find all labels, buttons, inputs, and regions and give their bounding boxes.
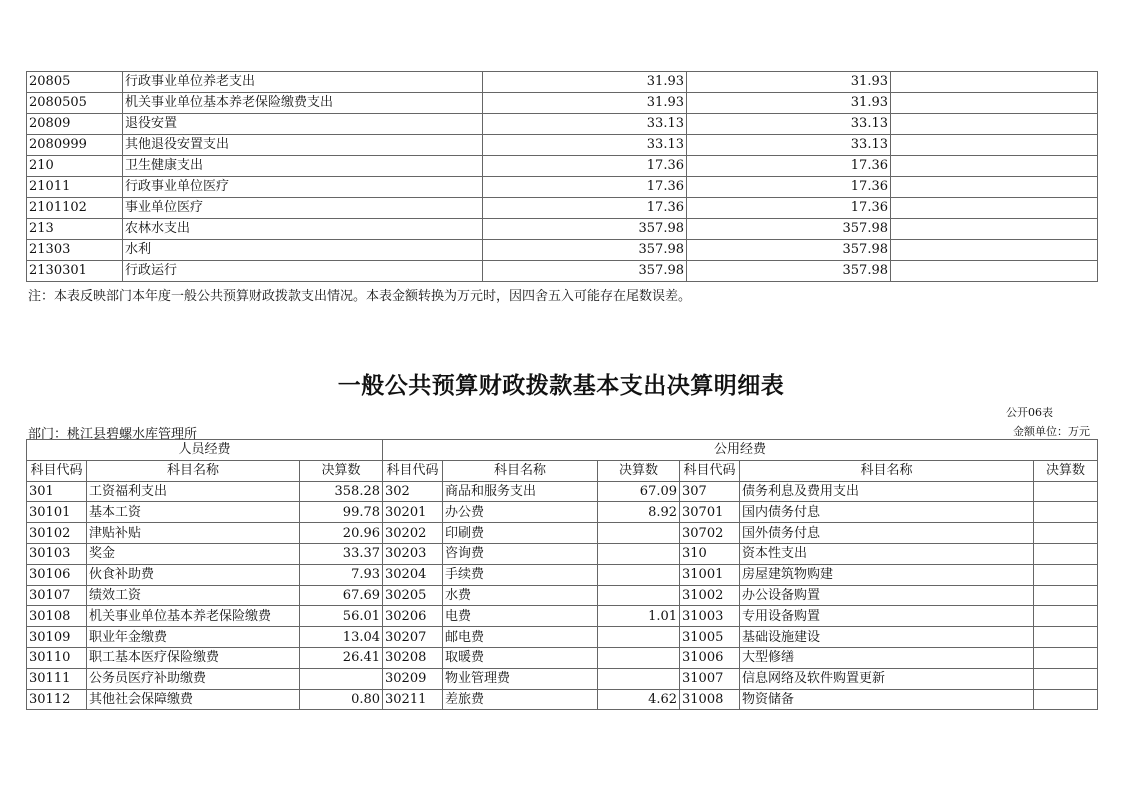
capital-amount-cell (1034, 668, 1098, 689)
basic-amount-cell: 17.36 (687, 156, 891, 177)
summary-table-body (27, 72, 1098, 282)
personnel-name-cell: 职业年金缴费 (87, 627, 300, 648)
goods-amount-cell: 1.01 (598, 606, 680, 627)
capital-code-cell: 31005 (680, 627, 740, 648)
table-row (27, 198, 1098, 219)
capital-name-cell: 基础设施建设 (740, 627, 1034, 648)
personnel-code-cell: 30108 (27, 606, 87, 627)
page-title: 一般公共预算财政拨款基本支出决算明细表 (337, 372, 785, 399)
personnel-amount-cell: 33.37 (300, 543, 383, 564)
subject-name-cell: 退役安置 (123, 114, 483, 135)
project-amount-cell (891, 177, 1098, 198)
capital-name-cell: 国外债务付息 (740, 523, 1034, 544)
basic-amount-cell: 17.36 (687, 177, 891, 198)
table-row (27, 606, 1098, 627)
goods-name-cell: 差旅费 (443, 689, 598, 710)
total-amount-cell: 357.98 (483, 261, 687, 282)
personnel-name-cell: 职工基本医疗保险缴费 (87, 647, 300, 668)
personnel-amount-cell: 0.80 (300, 689, 383, 710)
project-amount-cell (891, 240, 1098, 261)
personnel-amount-cell: 13.04 (300, 627, 383, 648)
capital-name-cell: 大型修缮 (740, 647, 1034, 668)
project-amount-cell (891, 93, 1098, 114)
goods-amount-cell (598, 523, 680, 544)
table-row (27, 647, 1098, 668)
basic-amount-cell: 31.93 (687, 72, 891, 93)
subject-name-cell: 事业单位医疗 (123, 198, 483, 219)
col-header-amount: 决算数 (1034, 460, 1098, 481)
total-amount-cell: 17.36 (483, 177, 687, 198)
basic-amount-cell: 357.98 (687, 219, 891, 240)
subject-name-cell: 水利 (123, 240, 483, 261)
col-header-name: 科目名称 (740, 460, 1034, 481)
personnel-amount-cell: 67.69 (300, 585, 383, 606)
capital-code-cell: 31006 (680, 647, 740, 668)
table-row (27, 668, 1098, 689)
capital-name-cell: 专用设备购置 (740, 606, 1034, 627)
table-row (27, 564, 1098, 585)
department-label: 部门：桃江县碧螺水库管理所 (28, 427, 198, 442)
personnel-amount-cell: 7.93 (300, 564, 383, 585)
subject-code-cell: 21011 (27, 177, 123, 198)
personnel-code-cell: 30110 (27, 647, 87, 668)
capital-name-cell: 国内债务付息 (740, 502, 1034, 523)
personnel-amount-cell: 56.01 (300, 606, 383, 627)
subject-code-cell: 2080999 (27, 135, 123, 156)
subject-name-cell: 其他退役安置支出 (123, 135, 483, 156)
table-row (27, 689, 1098, 710)
personnel-code-cell: 30109 (27, 627, 87, 648)
goods-name-cell: 咨询费 (443, 543, 598, 564)
goods-amount-cell (598, 627, 680, 648)
capital-code-cell: 31003 (680, 606, 740, 627)
capital-amount-cell (1034, 543, 1098, 564)
table-row (27, 585, 1098, 606)
goods-code-cell: 30204 (383, 564, 443, 585)
personnel-name-cell: 津贴补贴 (87, 523, 300, 544)
personnel-code-cell: 30101 (27, 502, 87, 523)
basic-expenditure-detail-table (26, 439, 1098, 710)
project-amount-cell (891, 135, 1098, 156)
personnel-code-cell: 30111 (27, 668, 87, 689)
basic-amount-cell: 17.36 (687, 198, 891, 219)
goods-name-cell: 电费 (443, 606, 598, 627)
table-row (27, 502, 1098, 523)
table-number: 公开06表 (1006, 406, 1053, 419)
goods-amount-cell: 4.62 (598, 689, 680, 710)
capital-code-cell: 31002 (680, 585, 740, 606)
capital-amount-cell (1034, 627, 1098, 648)
subject-code-cell: 21303 (27, 240, 123, 261)
capital-amount-cell (1034, 481, 1098, 502)
subject-name-cell: 行政事业单位医疗 (123, 177, 483, 198)
group-header-row (27, 440, 1098, 461)
personnel-name-cell: 机关事业单位基本养老保险缴费 (87, 606, 300, 627)
personnel-code-cell: 30112 (27, 689, 87, 710)
project-amount-cell (891, 198, 1098, 219)
col-header-code: 科目代码 (680, 460, 740, 481)
subject-code-cell: 2130301 (27, 261, 123, 282)
table-row (27, 156, 1098, 177)
table-row (27, 93, 1098, 114)
goods-amount-cell (598, 668, 680, 689)
goods-amount-cell (598, 543, 680, 564)
column-header-row (27, 460, 1098, 481)
goods-name-cell: 水费 (443, 585, 598, 606)
col-header-amount: 决算数 (598, 460, 680, 481)
goods-name-cell: 物业管理费 (443, 668, 598, 689)
goods-name-cell: 取暖费 (443, 647, 598, 668)
subject-name-cell: 农林水支出 (123, 219, 483, 240)
subject-code-cell: 20805 (27, 72, 123, 93)
table-row (27, 135, 1098, 156)
personnel-name-cell: 伙食补助费 (87, 564, 300, 585)
total-amount-cell: 17.36 (483, 156, 687, 177)
subject-name-cell: 行政事业单位养老支出 (123, 72, 483, 93)
capital-code-cell: 30702 (680, 523, 740, 544)
total-amount-cell: 357.98 (483, 219, 687, 240)
expenditure-summary-table (26, 71, 1098, 282)
project-amount-cell (891, 114, 1098, 135)
total-amount-cell: 31.93 (483, 93, 687, 114)
goods-name-cell: 手续费 (443, 564, 598, 585)
personnel-name-cell: 公务员医疗补助缴费 (87, 668, 300, 689)
goods-code-cell: 302 (383, 481, 443, 502)
col-header-code: 科目代码 (27, 460, 87, 481)
personnel-name-cell: 奖金 (87, 543, 300, 564)
goods-name-cell: 办公费 (443, 502, 598, 523)
capital-amount-cell (1034, 647, 1098, 668)
capital-amount-cell (1034, 689, 1098, 710)
capital-code-cell: 30701 (680, 502, 740, 523)
capital-name-cell: 资本性支出 (740, 543, 1034, 564)
personnel-amount-cell (300, 668, 383, 689)
table-row (27, 543, 1098, 564)
table-row (27, 523, 1098, 544)
personnel-amount-cell: 358.28 (300, 481, 383, 502)
capital-amount-cell (1034, 523, 1098, 544)
goods-code-cell: 30209 (383, 668, 443, 689)
personnel-code-cell: 30106 (27, 564, 87, 585)
subject-name-cell: 行政运行 (123, 261, 483, 282)
amount-unit-label: 金额单位：万元 (1013, 425, 1090, 438)
detail-table-body (27, 481, 1098, 710)
goods-code-cell: 30202 (383, 523, 443, 544)
personnel-amount-cell: 20.96 (300, 523, 383, 544)
project-amount-cell (891, 219, 1098, 240)
total-amount-cell: 357.98 (483, 240, 687, 261)
total-amount-cell: 33.13 (483, 135, 687, 156)
subject-name-cell: 卫生健康支出 (123, 156, 483, 177)
capital-amount-cell (1034, 606, 1098, 627)
col-header-name: 科目名称 (87, 460, 300, 481)
basic-amount-cell: 357.98 (687, 240, 891, 261)
capital-name-cell: 债务利息及费用支出 (740, 481, 1034, 502)
goods-code-cell: 30201 (383, 502, 443, 523)
table-row (27, 261, 1098, 282)
col-header-name: 科目名称 (443, 460, 598, 481)
goods-amount-cell: 67.09 (598, 481, 680, 502)
subject-code-cell: 2080505 (27, 93, 123, 114)
goods-code-cell: 30207 (383, 627, 443, 648)
basic-amount-cell: 33.13 (687, 114, 891, 135)
capital-amount-cell (1034, 564, 1098, 585)
public-expense-header: 公用经费 (383, 440, 1098, 461)
table-row (27, 72, 1098, 93)
total-amount-cell: 17.36 (483, 198, 687, 219)
goods-name-cell: 印刷费 (443, 523, 598, 544)
subject-code-cell: 20809 (27, 114, 123, 135)
basic-amount-cell: 357.98 (687, 261, 891, 282)
personnel-name-cell: 工资福利支出 (87, 481, 300, 502)
project-amount-cell (891, 72, 1098, 93)
capital-code-cell: 31007 (680, 668, 740, 689)
capital-code-cell: 31008 (680, 689, 740, 710)
table-row (27, 177, 1098, 198)
col-header-code: 科目代码 (383, 460, 443, 481)
table-note: 注：本表反映部门本年度一般公共预算财政拨款支出情况。本表金额转换为万元时，因四舍五入可能存在尾数误差。 (28, 289, 692, 304)
basic-amount-cell: 31.93 (687, 93, 891, 114)
goods-amount-cell (598, 647, 680, 668)
table-row (27, 481, 1098, 502)
goods-name-cell: 邮电费 (443, 627, 598, 648)
capital-amount-cell (1034, 502, 1098, 523)
goods-code-cell: 30208 (383, 647, 443, 668)
goods-amount-cell (598, 564, 680, 585)
total-amount-cell: 31.93 (483, 72, 687, 93)
capital-code-cell: 31001 (680, 564, 740, 585)
total-amount-cell: 33.13 (483, 114, 687, 135)
personnel-name-cell: 基本工资 (87, 502, 300, 523)
personnel-name-cell: 绩效工资 (87, 585, 300, 606)
project-amount-cell (891, 156, 1098, 177)
goods-amount-cell (598, 585, 680, 606)
subject-code-cell: 213 (27, 219, 123, 240)
capital-amount-cell (1034, 585, 1098, 606)
personnel-expense-header: 人员经费 (27, 440, 383, 461)
capital-code-cell: 307 (680, 481, 740, 502)
subject-name-cell: 机关事业单位基本养老保险缴费支出 (123, 93, 483, 114)
goods-code-cell: 30205 (383, 585, 443, 606)
goods-code-cell: 30203 (383, 543, 443, 564)
table-row (27, 114, 1098, 135)
capital-name-cell: 办公设备购置 (740, 585, 1034, 606)
table-row (27, 240, 1098, 261)
basic-amount-cell: 33.13 (687, 135, 891, 156)
personnel-name-cell: 其他社会保障缴费 (87, 689, 300, 710)
goods-amount-cell: 8.92 (598, 502, 680, 523)
capital-name-cell: 物资储备 (740, 689, 1034, 710)
personnel-amount-cell: 26.41 (300, 647, 383, 668)
capital-name-cell: 房屋建筑物购建 (740, 564, 1034, 585)
personnel-code-cell: 30107 (27, 585, 87, 606)
goods-code-cell: 30211 (383, 689, 443, 710)
subject-code-cell: 210 (27, 156, 123, 177)
capital-code-cell: 310 (680, 543, 740, 564)
goods-code-cell: 30206 (383, 606, 443, 627)
personnel-code-cell: 30102 (27, 523, 87, 544)
personnel-amount-cell: 99.78 (300, 502, 383, 523)
table-row (27, 219, 1098, 240)
capital-name-cell: 信息网络及软件购置更新 (740, 668, 1034, 689)
subject-code-cell: 2101102 (27, 198, 123, 219)
table-row (27, 627, 1098, 648)
col-header-amount: 决算数 (300, 460, 383, 481)
personnel-code-cell: 301 (27, 481, 87, 502)
personnel-code-cell: 30103 (27, 543, 87, 564)
goods-name-cell: 商品和服务支出 (443, 481, 598, 502)
project-amount-cell (891, 261, 1098, 282)
